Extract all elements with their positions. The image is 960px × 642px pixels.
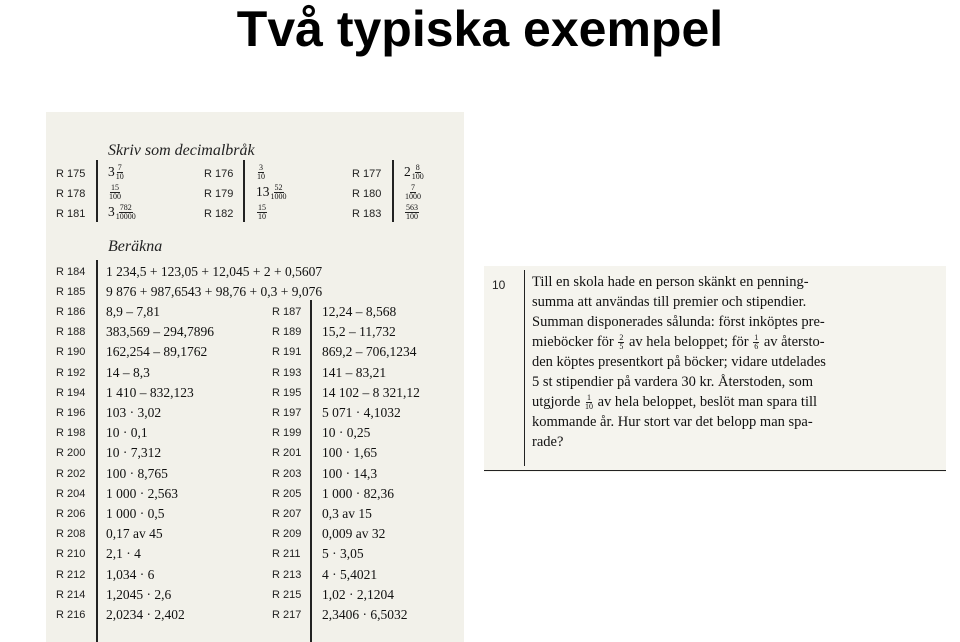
word-problem (532, 272, 930, 452)
exercise-expression: 1 410 – 832,123 (106, 384, 194, 400)
exercise-label: R 209 (272, 528, 302, 541)
fraction-denominator: 1000 (270, 192, 287, 202)
fraction-denominator: 100 (411, 172, 424, 182)
exercise-label: R 206 (56, 508, 86, 520)
exercise-expression: 100 · 1,65 (322, 445, 378, 461)
exercise-expression: 103 · 3,02 (106, 405, 162, 420)
whole-part: 3 (108, 164, 115, 179)
whole-part: 2 (404, 164, 411, 179)
exercise-label: R 211 (272, 548, 301, 561)
fraction-denominator: 10 (584, 402, 593, 412)
exercise-label: R 176 (204, 168, 234, 180)
exercise-label: R 185 (56, 286, 86, 298)
exercise-expression: 10 · 0,1 (106, 425, 148, 441)
exercise-expression: 2,0234 · 2,402 (106, 607, 185, 622)
fraction (257, 204, 267, 221)
exercise-expression: 12,24 – 8,568 (322, 304, 397, 319)
exercise-label: R 184 (56, 266, 86, 278)
fraction (412, 164, 424, 181)
exercise-expression: 100 · 8,765 (106, 465, 168, 481)
exercise-label: R 198 (56, 427, 86, 440)
exercise-label: R 186 (56, 306, 86, 318)
exercise-expression: 9 876 + 987,6543 + 98,76 + 0,3 + 9,076 (106, 284, 323, 299)
problem-line: rade? (532, 434, 564, 450)
heading-decimal: Skriv som decimalbråk (108, 142, 255, 159)
fraction (271, 184, 287, 201)
fraction (116, 164, 124, 181)
exercise-label: R 215 (272, 588, 302, 601)
exercise-label: R 203 (272, 467, 302, 480)
exercise-expression: 1,02 · 2,1204 (322, 586, 394, 602)
fraction-numerator: 3 (259, 163, 263, 173)
exercise-label: R 196 (56, 407, 86, 419)
exercise-expression: 141 – 83,21 (322, 364, 387, 380)
exercise-label: R 197 (272, 407, 302, 419)
exercise-label: R 195 (272, 386, 302, 399)
rule-vertical (96, 260, 98, 642)
exercise-expression: 2,1 · 4 (106, 546, 141, 562)
exercise-label: R 216 (56, 609, 86, 621)
exercise-label: R 208 (56, 528, 86, 541)
exercise-label: R 180 (352, 188, 382, 200)
problem-line: summa att användas till premier och stipendier. (532, 294, 807, 310)
fraction (618, 334, 624, 351)
fraction (257, 164, 265, 181)
exercise-expression: 869,2 – 706,1234 (322, 344, 417, 360)
fraction-numerator: 2 (619, 333, 624, 343)
exercise-label: R 188 (56, 326, 86, 339)
exercise-expression: 0,009 av 32 (322, 526, 386, 542)
fraction-numerator: 563 (406, 203, 418, 213)
heading-calculate: Beräkna (108, 238, 163, 255)
fraction-numerator: 7 (411, 183, 415, 193)
problem-line: utgjorde $\frac{1}{10}$ av hela beloppet, beslöt man spara till (532, 393, 818, 412)
whole-part: 13 (256, 184, 270, 199)
rule-vertical (310, 300, 312, 642)
fraction-numerator: 15 (258, 203, 266, 213)
slide-title: Två typiska exempel (236, 1, 724, 57)
fraction (109, 184, 121, 201)
fraction (585, 394, 593, 411)
problem-line: 5 st stipendier på vardera 30 kr. Återstoden, som (532, 374, 814, 390)
fraction-denominator: 100 (109, 192, 121, 202)
fraction (405, 204, 419, 221)
exercise-label: R 189 (272, 326, 302, 339)
exercise-label: R 214 (56, 588, 86, 601)
exercise-expression: 4 · 5,4021 (322, 566, 378, 582)
exercise-expression: 10 · 0,25 (322, 425, 371, 441)
mixed-number (404, 184, 422, 201)
exercise-label: R 210 (56, 548, 86, 561)
mixed-number (108, 164, 125, 181)
exercise-expression: 8,9 – 7,81 (106, 304, 160, 319)
rule-horizontal (484, 470, 946, 471)
fraction (405, 184, 421, 201)
exercise-label: R 202 (56, 467, 86, 480)
exercise-expression: 0,17 av 45 (106, 526, 163, 542)
exercise-label: R 191 (272, 346, 302, 359)
exercise-expression: 1 234,5 + 123,05 + 12,045 + 2 + 0,5607 (106, 264, 323, 279)
exercise-label: R 217 (272, 609, 302, 621)
problem-line: Till en skola hade en person skänkt en penning- (532, 274, 809, 290)
exercise-expression: 1 000 · 82,36 (322, 485, 394, 501)
fraction (116, 204, 136, 221)
exercise-label: R 200 (56, 447, 86, 460)
exercise-label: R 183 (352, 208, 382, 220)
exercise-label: R 207 (272, 508, 302, 520)
exercise-expression: 14 102 – 8 321,12 (322, 384, 420, 400)
mixed-number (256, 164, 266, 181)
whole-part: 3 (108, 204, 115, 219)
exercise-expression: 14 – 8,3 (106, 364, 150, 380)
exercise-expression: 1,034 · 6 (106, 566, 155, 582)
fraction-numerator: 52 (274, 183, 283, 193)
exercise-label: R 193 (272, 366, 302, 379)
exercise-label: R 204 (56, 487, 86, 500)
exercise-label: R 175 (56, 168, 86, 180)
exercise-expression: 1,2045 · 2,6 (106, 586, 172, 602)
fraction-numerator: 1 (754, 333, 759, 343)
problem-line: kommande år. Hur stort var det belopp man spa- (532, 414, 813, 430)
fraction-denominator: 10 (257, 172, 265, 182)
exercise-label: R 187 (272, 306, 302, 318)
exercise-label: R 181 (56, 208, 86, 220)
exercise-expression: 1 000 · 0,5 (106, 506, 165, 521)
exercise-label: R 212 (56, 568, 86, 581)
mixed-number (256, 184, 288, 201)
exercise-expression: 100 · 14,3 (322, 465, 378, 481)
fraction-denominator: 10 (258, 212, 266, 222)
rule-vertical (392, 160, 394, 222)
fraction-denominator: 1000 (405, 192, 421, 202)
exercise-expression: 10 · 7,312 (106, 445, 162, 461)
problem-line: den köptes presentkort på böcker; vidare utdelades (532, 354, 826, 370)
exercise-label: R 201 (272, 447, 302, 460)
problem-line: Summan disponerades sålunda: först inköptes pre- (532, 314, 825, 330)
exercise-label: R 178 (56, 188, 86, 200)
exercise-expression: 383,569 – 294,7896 (106, 324, 214, 340)
exercise-label: R 213 (272, 568, 302, 581)
fraction-numerator: 15 (111, 183, 119, 193)
rule-vertical (243, 160, 245, 222)
mixed-number (256, 204, 268, 221)
fraction-denominator: 10000 (115, 212, 136, 222)
exercise-expression: 2,3406 · 6,5032 (322, 607, 408, 622)
exercise-label: R 199 (272, 427, 302, 440)
fraction-denominator: 6 (754, 342, 759, 352)
fraction-denominator: 100 (406, 212, 418, 222)
fraction-numerator: 7 (117, 163, 122, 173)
exercise-expression: 162,254 – 89,1762 (106, 344, 208, 360)
mixed-number (108, 204, 137, 221)
fraction-numerator: 782 (119, 203, 132, 213)
exercise-expression: 0,3 av 15 (322, 506, 372, 521)
problem-line: mieböcker för $\frac{2}{5}$ av hela beloppet; för $\frac{1}{6}$ av återsto- (532, 333, 825, 352)
exercise-label: R 205 (272, 487, 302, 500)
exercise-expression: 5 071 · 4,1032 (322, 405, 401, 420)
exercise-label: R 179 (204, 188, 234, 200)
exercise-label: R 192 (56, 366, 86, 379)
mixed-number (108, 184, 122, 201)
exercise-expression: 1 000 · 2,563 (106, 485, 178, 501)
rule-vertical (524, 270, 525, 466)
mixed-number (404, 164, 425, 181)
fraction (753, 334, 759, 351)
exercise-expression: 5 · 3,05 (322, 546, 364, 562)
exercise-label: R 194 (56, 386, 86, 399)
mixed-number (404, 204, 420, 221)
exercise-label: R 182 (204, 208, 234, 220)
problem-number: 10 (492, 278, 506, 292)
fraction-denominator: 5 (619, 342, 624, 352)
fraction-numerator: 1 (586, 393, 591, 403)
exercise-label: R 177 (352, 168, 382, 180)
exercise-expression: 15,2 – 11,732 (322, 324, 396, 340)
fraction-denominator: 10 (115, 172, 124, 182)
fraction-numerator: 8 (415, 163, 420, 173)
rule-vertical (96, 160, 98, 222)
exercise-label: R 190 (56, 346, 86, 359)
